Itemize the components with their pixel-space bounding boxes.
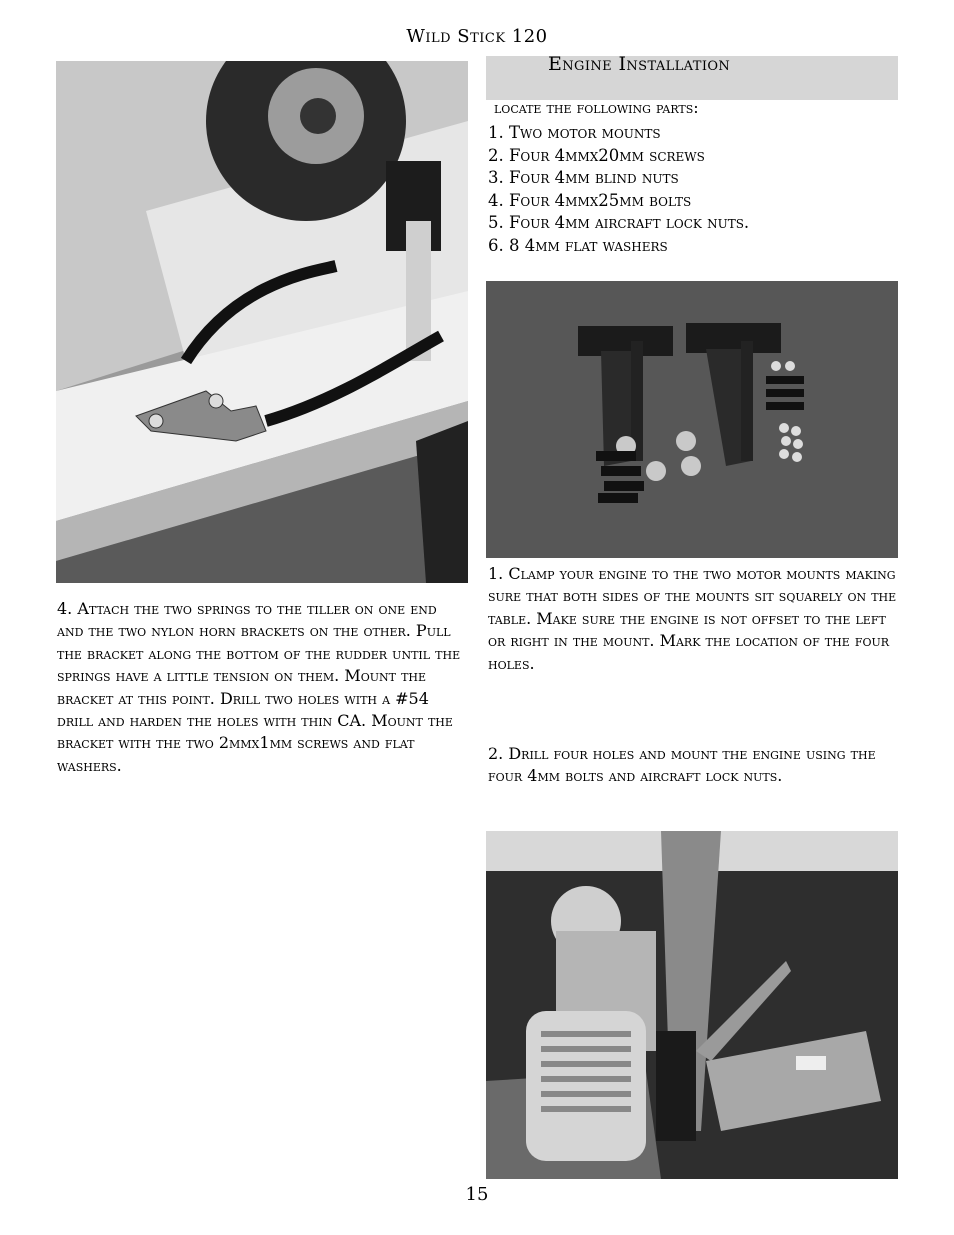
- step-2-instructions: 2. Drill four holes and mount the engine using the four 4mm bolts and aircraft lock nuts.: [488, 744, 876, 786]
- rudder-springs-photo: [56, 61, 468, 583]
- section-title: Engine Installation: [548, 53, 731, 75]
- parts-list-item: 5. Four 4mm aircraft lock nuts.: [488, 213, 750, 233]
- step-1-instructions: 1. Clamp your engine to the two motor mounts making sure that both sides of the mounts sit squarely on the table. Make sure the engine is not offset to the left or right in the mount. Mark the location of the four holes.: [488, 564, 897, 673]
- parts-list: [488, 122, 749, 258]
- engine-mounting-photo: [486, 831, 898, 1179]
- page-header-title: Wild Stick 120: [406, 26, 548, 47]
- parts-list-item: 2. Four 4mmx20mm screws: [488, 145, 705, 165]
- page-number: 15: [465, 1184, 489, 1205]
- parts-list-item: 1. Two motor mounts: [488, 123, 661, 142]
- step-4-instructions: 4. Attach the two springs to the tiller on one end and the two nylon horn brackets on the other. Pull the bracket along the bottom of the rudder until the springs have a little tension on them. Mount the bracket at this point. Drill two holes with a #54 drill and harden the holes with thin CA. Mount the bracket with the two 2mmx1mm screws and flat washers.: [57, 599, 461, 775]
- parts-list-item: 4. Four 4mmx25mm bolts: [488, 190, 692, 210]
- parts-list-item: 6. 8 4mm flat washers: [488, 235, 668, 255]
- engine-mount-parts-photo: [486, 281, 898, 558]
- parts-list-item: 3. Four 4mm blind nuts: [488, 168, 679, 188]
- parts-intro: locate the following parts:: [494, 98, 699, 117]
